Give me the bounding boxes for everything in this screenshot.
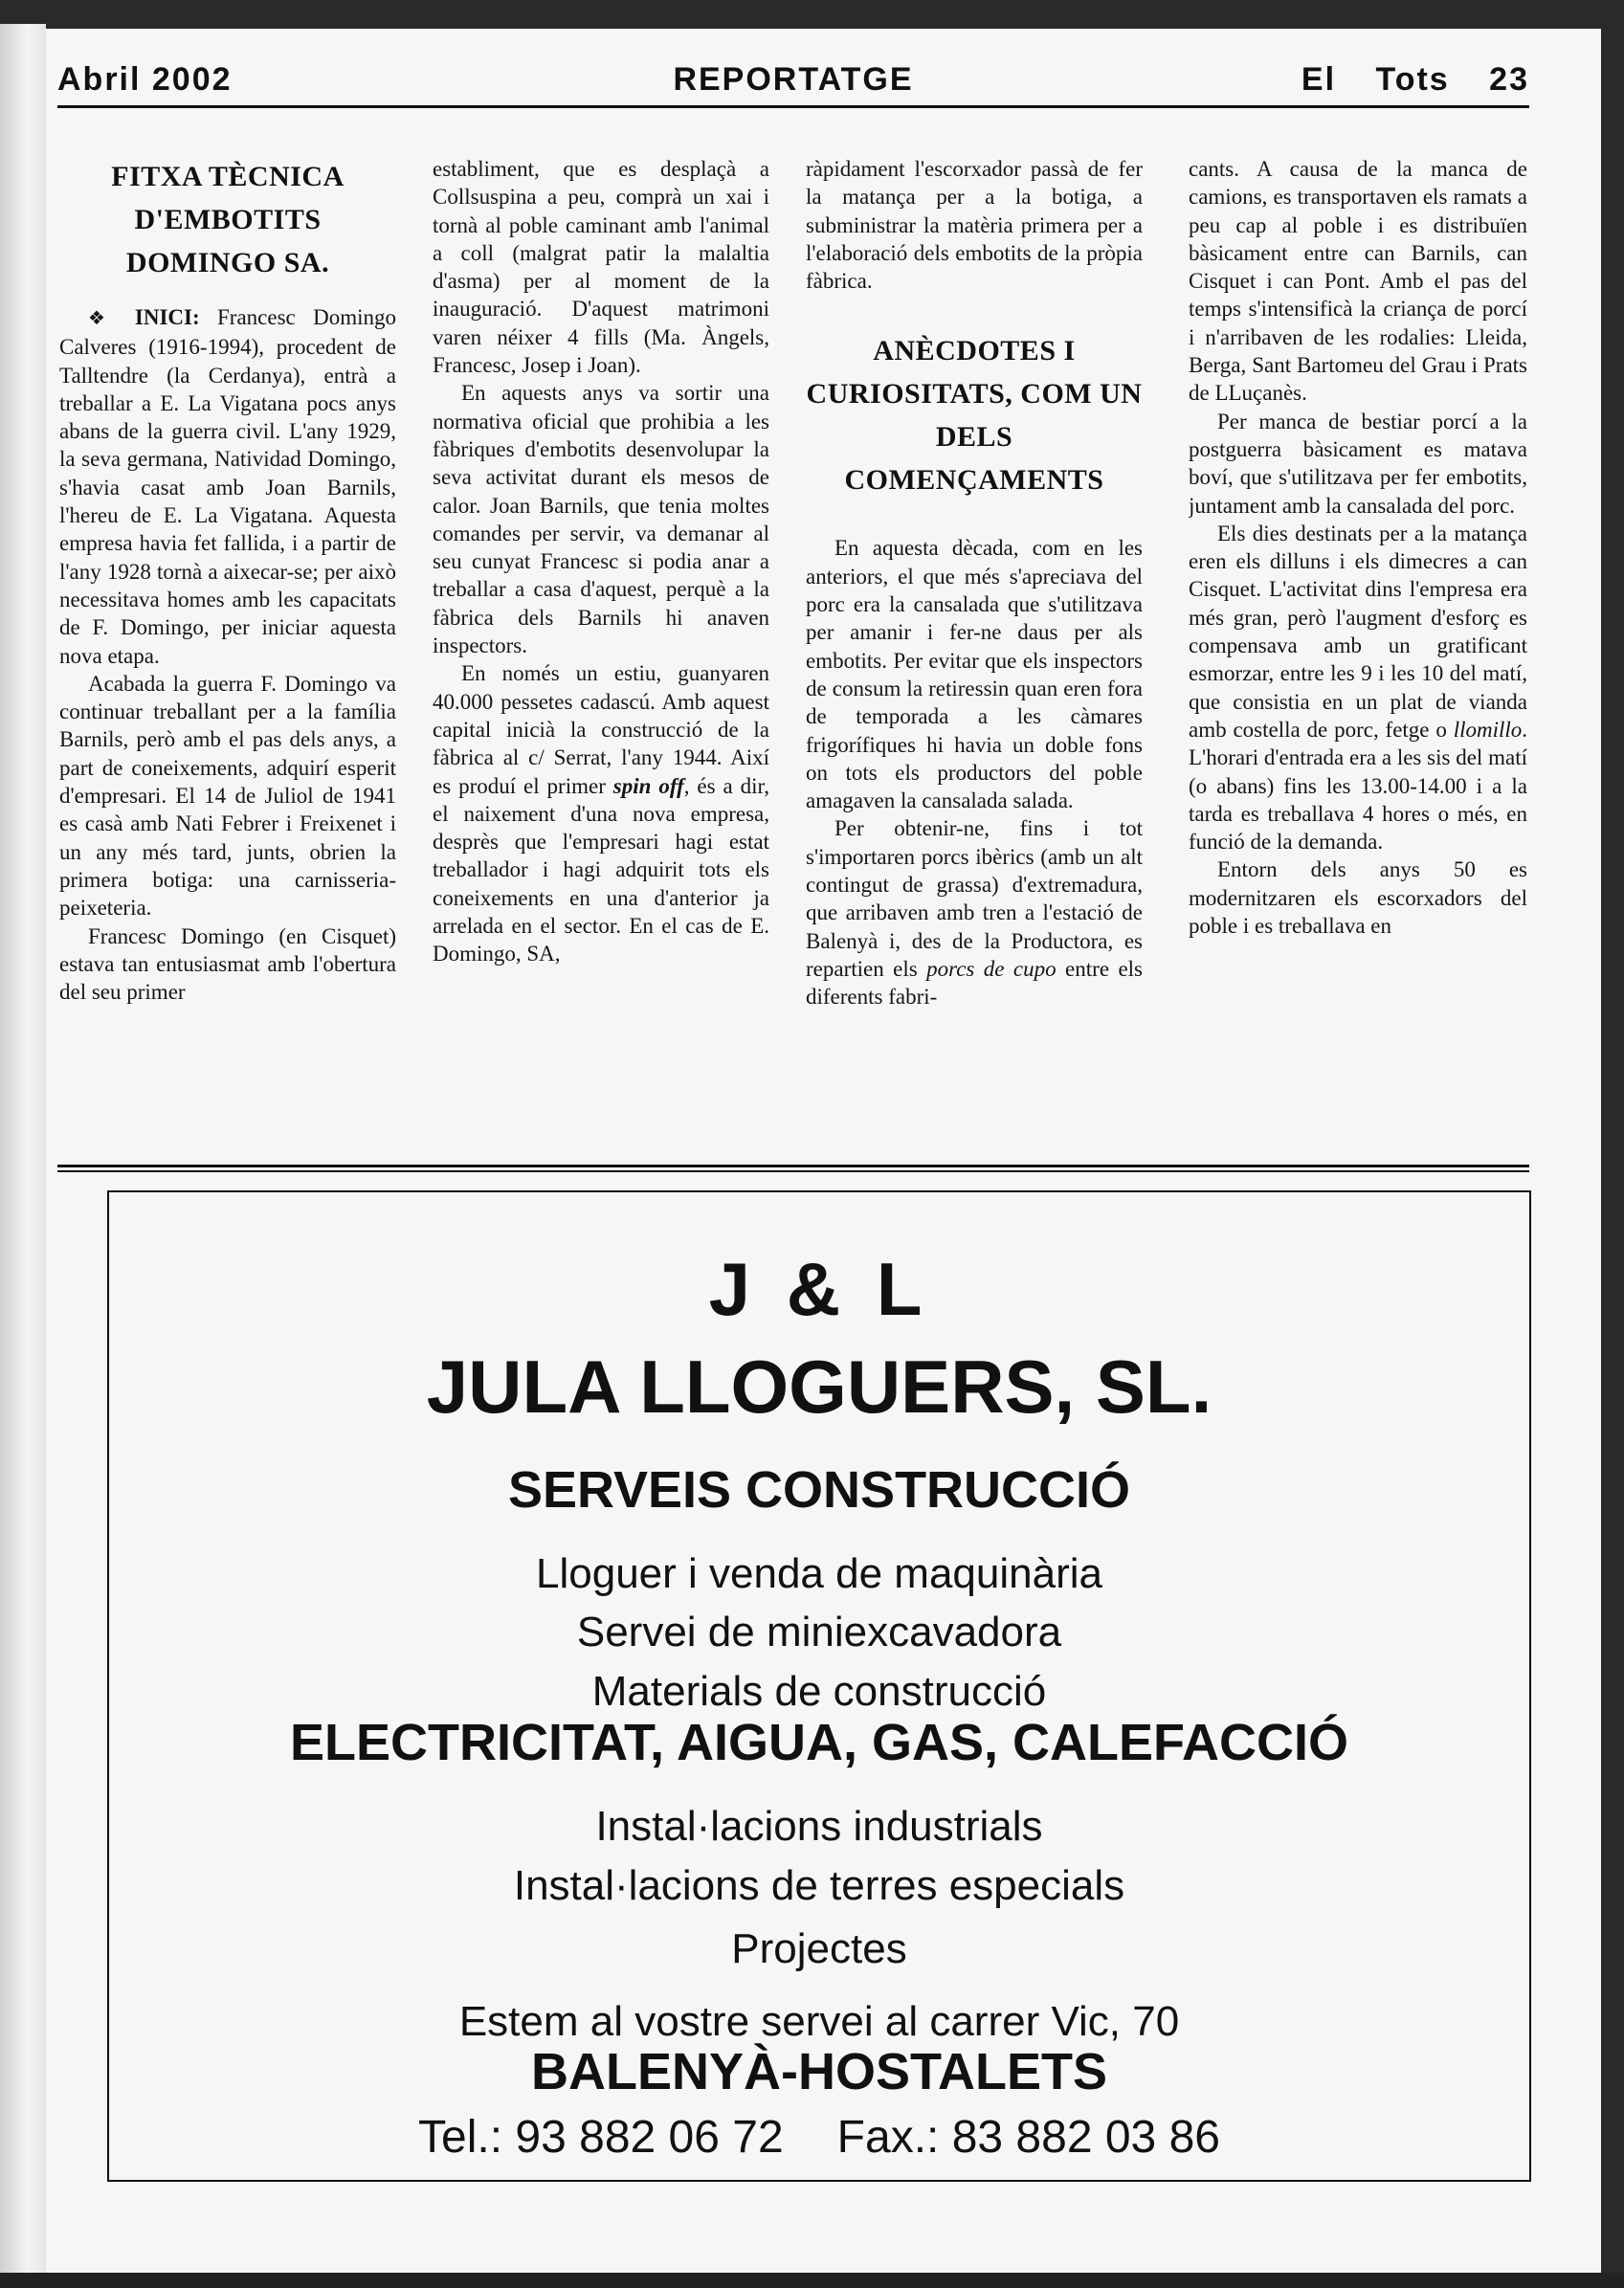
emphasis: spin off (612, 773, 684, 798)
paragraph: En només un estiu, guanyaren 40.000 pessetes cadascú. Amb aquest capital inicià la construcció de la fàbrica al c/ Serrat, l'any 1944. Així es produí el primer spin off, és a dir, el naixement d'una nova empresa, desprès que l'empresari hagi estat treballador i hagi adquirit tots els coneixements en una d'anterior ja arrelada en el sector. En el cas de E. Domingo, SA, (433, 661, 769, 966)
paragraph: ràpidament l'escorxador passà de fer la matança per a la botiga, a subministrar la matèria primera per a l'elaboració dels embotits de la pròpia fàbrica. (806, 157, 1143, 294)
paragraph: Els dies destinats per a la matança eren els dilluns i els dimecres a can Cisquet. L'activitat dins l'empresa era més gran, però l'augment d'esforç es compensava amb un gratificant esmorzar, entre les 9 i les 10 del matí, que consistia en un plat de vianda amb costella de porc, fetge o llomillo. L'horari d'entrada era a les sis del matí (o abans) fins les 13.00-14.00 i a la tarda es treballava 4 hores o més, en funció de la demanda. (1189, 521, 1527, 855)
section-title: REPORTATGE (673, 61, 914, 98)
paragraph: cants. A causa de la manca de camions, es transportaven els ramats a peu cap al poble i es distribuïen bàsicament entre can Barnils, can Cisquet i can Pont. Amb el pas del temps s'intensificà la criança de porcí i n'arribaven de les rodalies: Lleida, Berga, Sant Bartomeu del Grau i Prats de LLuçanès. (1189, 157, 1527, 406)
paragraph: establiment, que es desplaçà a Collsuspina a peu, comprà un xai i tornà al poble caminant amb l'animal a coll (malgrat patir la malaltia d'asma) per al moment de la inauguració. D'aquest matrimoni varen néixer 4 fills (Ma. Àngels, Francesc, Josep i Joan). (433, 157, 769, 378)
emphasis: porcs de cupo (926, 956, 1057, 981)
ad-service-line: Instal·lacions de terres especials (513, 1862, 1125, 1909)
ad-service-line: Instal·lacions industrials (595, 1803, 1043, 1850)
ad-service-line: Lloguer i venda de maquinària (536, 1550, 1102, 1597)
ad-service-line: Servei de miniexcavadora (576, 1609, 1062, 1655)
ad-heading: ELECTRICITAT, AIGUA, GAS, CALEFACCIÓ (290, 1714, 1348, 1771)
subheading: ANÈCDOTES I CURIOSITATS, COM UN DELS COMENÇAMENTS (806, 335, 1143, 497)
paragraph: Francesc Domingo Calveres (1916-1994), procedent de Talltendre (la Cerdanya), entrà a treballar a E. La Vigatana pocs anys abans de la guerra civil. L'any 1929, la seva germana, Natividad Domingo, s'havia casat amb Joan Barnils, l'hereu de E. La Vigatana. Aquesta empresa havia fet fallida, i a partir de l'any 1928 tornà a aixecar-se; per això necessitava homes amb les capacitats de F. Domingo, per iniciar aquesta nova etapa. (59, 305, 396, 668)
publication-name: El Tots (1301, 61, 1450, 98)
paragraph: Per obtenir-ne, fins i tot s'importaren porcs ibèrics (amb un alt contingut de grassa) d'extremadura, que arribaven amb tren a l'estació de Balenyà i, des de la Productora, es repartien els porcs de cupo entre els diferents fabri- (806, 816, 1143, 1010)
article-column-1 (59, 155, 396, 1150)
ad-address: Estem al vostre servei al carrer Vic, 70 (458, 1998, 1180, 2045)
ad-contact (109, 2111, 1529, 2164)
page-number: 23 (1489, 61, 1529, 98)
page-header (57, 61, 1529, 109)
article-column-2 (433, 155, 769, 1150)
issue-date: Abril 2002 (57, 61, 233, 98)
header-rule (57, 105, 1529, 108)
lead-label: INICI: (134, 305, 200, 329)
paragraph: En aquesta dècada, com en les anteriors, el que més s'apreciava del porc era la cansalada que s'utilitzava per amanir i fer-ne daus per als embotits. Per evitar que els inspectors de consum la retiressin quan eren fora de temporada a les càmares frigorífiques hi havia un doble fons on tots els productors del poble amagaven la cansalada salada. (806, 536, 1143, 813)
ad-location: BALENYÀ-HOSTALETS (531, 2043, 1107, 2100)
ad-heading: SERVEIS CONSTRUCCIÓ (507, 1461, 1131, 1519)
ad-service-line: Projectes (731, 1925, 907, 1972)
paragraph: Per manca de bestiar porcí a la postguerra bàsicament es matava boví, que s'utilitzava per fer embotits, juntament amb la cansalada del porc. (1189, 409, 1527, 518)
ad-fax: Fax.: 83 882 03 86 (836, 2112, 1220, 2163)
article-column-3 (806, 155, 1143, 1150)
scan-edge (0, 2273, 1624, 2288)
advertisement-box (107, 1190, 1531, 2182)
page-spine (0, 24, 46, 2277)
article-body (59, 155, 1527, 1150)
ad-service-line: Materials de construcció (591, 1668, 1047, 1715)
ad-phone: Tel.: 93 882 06 72 (418, 2112, 784, 2163)
section-divider (57, 1165, 1529, 1167)
ad-logo-text: J & L (708, 1247, 930, 1331)
emphasis: llomillo (1453, 717, 1523, 742)
diamond-bullet-icon: ❖ (88, 308, 118, 329)
paragraph: Entorn dels anys 50 es modernitzaren els escorxadors del poble i es treballava en (1189, 857, 1527, 939)
paragraph: En aquests anys va sortir una normativa oficial que prohibia a les fàbriques d'embotits desenvolupar la seva activitat durant els mesos de calor. Joan Barnils, que tenia moltes comandes per servir, va demanar al seu cunyat Francesc si podia anar a treballar a casa d'aquest, perquè a la fàbrica dels Barnils hi anaven inspectors. (433, 381, 769, 658)
article-column-4 (1189, 155, 1527, 1150)
paragraph: Francesc Domingo (en Cisquet) estava tan entusiasmat amb l'obertura del seu primer (59, 923, 396, 1005)
ad-company-name: JULA LLOGUERS, SL. (426, 1344, 1212, 1429)
paragraph: Acabada la guerra F. Domingo va continuar treballant per a la família Barnils, però amb el pas dels anys, a part de coneixements, adquirí esperit d'empresari. El 14 de Juliol de 1941 es casà amb Nati Febrer i Freixenet i un any més tard, junts, obrien la primera botiga: una carnisseria-peixeteria. (59, 671, 396, 921)
article-title: FITXA TÈCNICA D'EMBOTITS DOMINGO SA. (111, 161, 345, 278)
section-divider (57, 1170, 1529, 1172)
publication-and-page (1301, 61, 1529, 99)
